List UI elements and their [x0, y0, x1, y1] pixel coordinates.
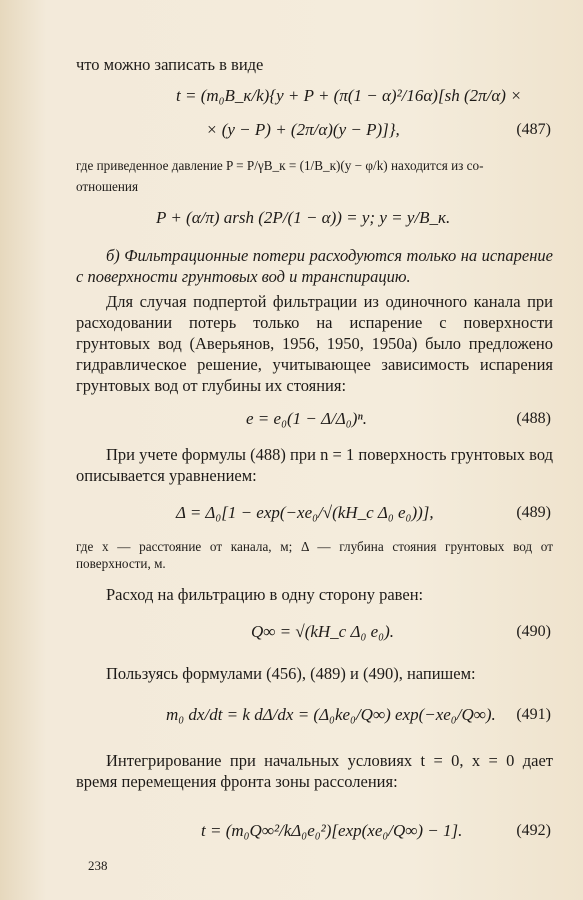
section-b-heading: б) Фильтрационные потери расходуются только на испарение с поверхности грунтовых вод и транспирацию. — [76, 246, 553, 286]
paragraph-formula: При учете формулы (488) при n = 1 поверхность грунтовых вод описывается уравнением: — [76, 445, 553, 485]
equation-491-number: (491) — [516, 706, 551, 723]
note-pressure-1: где приведенное давление P = P/γB_к = (1/B_к)(y − φ/k) находится из со- — [76, 158, 484, 173]
equation-489-number: (489) — [516, 504, 551, 521]
relation-equation — [76, 201, 553, 235]
paragraph-integration: Интегрирование при начальных условиях t = 0, x = 0 дает время перемещения фронта зоны рассоления: — [76, 751, 553, 791]
equation-489 — [76, 496, 553, 530]
paragraph-filtration: Для случая подпертой фильтрации из одиночного канала при расходовании потерь только на испарение с поверхности грунтовых вод (Аверьянов, 1956, 1950, 1950а) было предложено гидравлическое решение, учитывающее зависимость испарения грунтовых вод от глубины их стояния: — [76, 292, 553, 395]
equation-491-text: m₀ dx/dt = k dΔ/dx = (Δ₀ke₀/Q∞) exp(−xe₀/Q∞). — [166, 705, 496, 724]
equation-490-number: (490) — [516, 623, 551, 640]
equation-487-line1 — [76, 79, 553, 113]
intro-line: что можно записать в виде — [76, 55, 264, 74]
paragraph-using: Пользуясь формулами (456), (489) и (490), напишем: — [106, 664, 476, 683]
equation-491 — [76, 698, 553, 732]
note-pressure-2: отношения — [76, 179, 139, 194]
equation-488-number: (488) — [516, 410, 551, 427]
equation-492-number: (492) — [516, 822, 551, 839]
equation-490 — [76, 615, 553, 649]
equation-489-text: Δ = Δ₀[1 − exp(−xe₀/√(kH_c Δ₀ e₀))], — [176, 503, 434, 522]
page-number: 238 — [88, 858, 108, 873]
equation-488 — [76, 402, 553, 436]
note-x: где x — расстояние от канала, м; Δ — глубина стояния грунтовых вод от поверхности, м. — [76, 539, 553, 571]
equation-487-number: (487) — [516, 121, 551, 138]
equation-488-text: e = e₀(1 − Δ/Δ₀)ⁿ. — [246, 409, 367, 428]
equation-492 — [76, 814, 553, 848]
equation-487-text-2: × (y − P) + (2π/α)(y − P)]}, — [206, 120, 400, 139]
relation-equation-text: P + (α/π) arsh (2P/(1 − α)) = y; y = y/B_к. — [156, 208, 451, 227]
equation-492-text: t = (m₀Q∞²/kΔ₀e₀²)[exp(xe₀/Q∞) − 1]. — [201, 821, 463, 840]
paragraph-flow: Расход на фильтрацию в одну сторону равен: — [106, 585, 424, 604]
equation-490-text: Q∞ = √(kH_c Δ₀ e₀). — [251, 622, 394, 641]
equation-487-text-1: t = (m₀B_к/k){y + P + (π(1 − α)²/16α)[sh (2π/α) × — [176, 86, 522, 105]
equation-487-line2 — [76, 113, 553, 147]
